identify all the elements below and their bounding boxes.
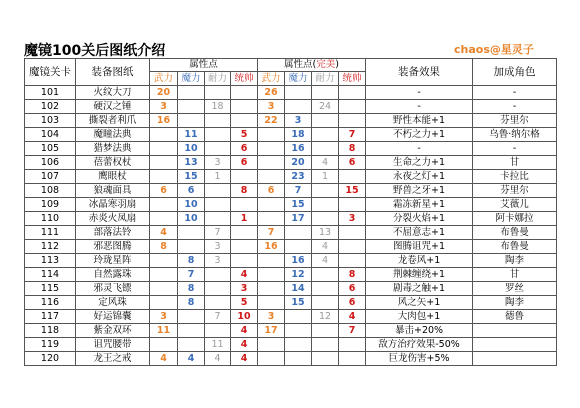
cell-perfect-lea: 15 — [339, 184, 366, 198]
cell-perfect-int: 17 — [285, 212, 312, 226]
cell-lea — [231, 254, 258, 268]
header-perfect-word: 完美 — [316, 59, 336, 70]
cell-perfect-str — [258, 198, 285, 212]
table-row — [25, 282, 557, 296]
cell-str — [150, 156, 178, 170]
cell-int: 13 — [178, 156, 205, 170]
blueprint-table — [24, 58, 557, 366]
cell-level: 104 — [25, 128, 76, 142]
cell-agi: 3 — [205, 254, 231, 268]
cell-perfect-lea — [339, 114, 366, 128]
cell-perfect-lea: 6 — [339, 156, 366, 170]
cell-perfect-str — [258, 338, 285, 352]
cell-int: 11 — [178, 128, 205, 142]
cell-blueprint: 蓓蕾权杖 — [76, 156, 150, 170]
table-row — [25, 156, 557, 170]
cell-effect: - — [366, 142, 473, 156]
cell-perfect-lea: 3 — [339, 212, 366, 226]
cell-perfect-str — [258, 282, 285, 296]
cell-effect: 剧毒之触+1 — [366, 282, 473, 296]
cell-int — [178, 226, 205, 240]
cell-perfect-agi — [312, 352, 339, 366]
cell-blueprint: 玲珑星阵 — [76, 254, 150, 268]
header-effect: 装备效果 — [366, 59, 473, 86]
cell-blueprint: 硬汉之锤 — [76, 100, 150, 114]
cell-effect: 野兽之牙+1 — [366, 184, 473, 198]
header-attributes: 属性点 — [150, 59, 258, 72]
cell-role: 卡拉比 — [473, 170, 557, 184]
cell-perfect-str: 7 — [258, 226, 285, 240]
cell-effect: 敌方治疗效果-50% — [366, 338, 473, 352]
cell-int: 15 — [178, 170, 205, 184]
cell-perfect-str — [258, 352, 285, 366]
cell-blueprint: 定风珠 — [76, 296, 150, 310]
cell-role: 阿卡娜拉 — [473, 212, 557, 226]
cell-level: 109 — [25, 198, 76, 212]
cell-perfect-lea — [339, 338, 366, 352]
cell-str — [150, 254, 178, 268]
cell-perfect-agi — [312, 198, 339, 212]
cell-str: 20 — [150, 86, 178, 100]
cell-agi: 3 — [205, 156, 231, 170]
cell-str — [150, 198, 178, 212]
cell-agi — [205, 128, 231, 142]
cell-perfect-str: 16 — [258, 240, 285, 254]
cell-int: 10 — [178, 198, 205, 212]
cell-blueprint: 火纹大刀 — [76, 86, 150, 100]
cell-perfect-int — [285, 240, 312, 254]
cell-perfect-int — [285, 226, 312, 240]
table-row — [25, 100, 557, 114]
header-attributes-perfect — [258, 59, 366, 72]
cell-str: 3 — [150, 310, 178, 324]
cell-perfect-int: 23 — [285, 170, 312, 184]
cell-int — [178, 114, 205, 128]
cell-perfect-str — [258, 212, 285, 226]
cell-perfect-int: 15 — [285, 198, 312, 212]
header-lea: 统帅 — [231, 72, 258, 86]
cell-effect: 分裂火焰+1 — [366, 212, 473, 226]
cell-str: 4 — [150, 226, 178, 240]
cell-int — [178, 240, 205, 254]
cell-perfect-str: 3 — [258, 310, 285, 324]
cell-lea: 10 — [231, 310, 258, 324]
cell-effect: 霜冻新星+1 — [366, 198, 473, 212]
cell-effect: 图腾诅咒+1 — [366, 240, 473, 254]
cell-perfect-agi — [312, 212, 339, 226]
table-row — [25, 212, 557, 226]
table-row — [25, 170, 557, 184]
cell-effect: 不朽之力+1 — [366, 128, 473, 142]
cell-str — [150, 128, 178, 142]
cell-agi: 4 — [205, 352, 231, 366]
cell-perfect-int — [285, 100, 312, 114]
cell-perfect-lea — [339, 100, 366, 114]
cell-str: 16 — [150, 114, 178, 128]
cell-perfect-lea: 6 — [339, 282, 366, 296]
cell-int: 7 — [178, 268, 205, 282]
cell-agi — [205, 142, 231, 156]
cell-perfect-agi — [312, 282, 339, 296]
cell-perfect-int — [285, 324, 312, 338]
table-row — [25, 142, 557, 156]
cell-perfect-str: 6 — [258, 184, 285, 198]
cell-effect: 生命之力+1 — [366, 156, 473, 170]
cell-perfect-lea — [339, 86, 366, 100]
cell-perfect-agi: 4 — [312, 254, 339, 268]
cell-lea: 5 — [231, 128, 258, 142]
cell-lea: 4 — [231, 268, 258, 282]
cell-lea: 3 — [231, 282, 258, 296]
cell-role — [473, 324, 557, 338]
header-level: 魔镜关卡 — [25, 59, 76, 86]
cell-lea — [231, 226, 258, 240]
header-int: 魔力 — [178, 72, 205, 86]
cell-perfect-int — [285, 352, 312, 366]
cell-agi — [205, 198, 231, 212]
cell-perfect-int — [285, 86, 312, 100]
cell-lea: 6 — [231, 142, 258, 156]
cell-int — [178, 310, 205, 324]
cell-agi — [205, 86, 231, 100]
cell-perfect-int: 3 — [285, 114, 312, 128]
cell-str — [150, 268, 178, 282]
cell-effect: 永夜之灯+1 — [366, 170, 473, 184]
cell-role: - — [473, 100, 557, 114]
cell-lea — [231, 240, 258, 254]
cell-perfect-str: 22 — [258, 114, 285, 128]
cell-int — [178, 338, 205, 352]
cell-level: 112 — [25, 240, 76, 254]
cell-perfect-lea: 7 — [339, 128, 366, 142]
cell-str: 3 — [150, 100, 178, 114]
cell-agi — [205, 282, 231, 296]
header-role: 加成角色 — [473, 59, 557, 86]
cell-role: 艾薇儿 — [473, 198, 557, 212]
cell-blueprint: 好运锦囊 — [76, 310, 150, 324]
cell-level: 105 — [25, 142, 76, 156]
table-row — [25, 324, 557, 338]
cell-str — [150, 170, 178, 184]
table-row — [25, 114, 557, 128]
cell-blueprint: 龙王之戒 — [76, 352, 150, 366]
cell-lea — [231, 114, 258, 128]
cell-int: 8 — [178, 296, 205, 310]
cell-perfect-agi: 4 — [312, 240, 339, 254]
cell-agi — [205, 324, 231, 338]
cell-lea: 4 — [231, 324, 258, 338]
cell-perfect-agi — [312, 268, 339, 282]
header-attributes-perfect-prefix: 属性点( — [284, 59, 317, 70]
cell-agi: 3 — [205, 240, 231, 254]
cell-blueprint: 赤炎火凤扇 — [76, 212, 150, 226]
cell-agi: 7 — [205, 226, 231, 240]
cell-blueprint: 邪灵飞镖 — [76, 282, 150, 296]
cell-perfect-str — [258, 254, 285, 268]
cell-level: 119 — [25, 338, 76, 352]
cell-perfect-lea: 4 — [339, 310, 366, 324]
cell-perfect-agi: 1 — [312, 170, 339, 184]
cell-perfect-lea: 6 — [339, 296, 366, 310]
cell-agi — [205, 114, 231, 128]
cell-str — [150, 142, 178, 156]
cell-perfect-int: 12 — [285, 268, 312, 282]
cell-effect: - — [366, 100, 473, 114]
cell-role: 陶李 — [473, 296, 557, 310]
cell-perfect-agi — [312, 338, 339, 352]
author-credit: chaos@星灵子 — [454, 43, 534, 56]
cell-perfect-agi: 4 — [312, 156, 339, 170]
cell-perfect-int: 16 — [285, 142, 312, 156]
cell-lea: 6 — [231, 156, 258, 170]
cell-perfect-int — [285, 310, 312, 324]
cell-lea — [231, 100, 258, 114]
cell-blueprint: 鹰眼杖 — [76, 170, 150, 184]
cell-role: 德鲁 — [473, 310, 557, 324]
table-row — [25, 198, 557, 212]
cell-int — [178, 86, 205, 100]
cell-perfect-lea: 8 — [339, 268, 366, 282]
cell-level: 113 — [25, 254, 76, 268]
cell-effect: - — [366, 86, 473, 100]
cell-perfect-int: 20 — [285, 156, 312, 170]
cell-perfect-str: 17 — [258, 324, 285, 338]
cell-effect: 风之矢+1 — [366, 296, 473, 310]
cell-agi: 7 — [205, 310, 231, 324]
cell-perfect-str — [258, 156, 285, 170]
header-row-top — [25, 59, 557, 72]
cell-perfect-agi — [312, 86, 339, 100]
page-title: 魔镜100关后图纸介绍 — [24, 43, 166, 59]
cell-role: 芬里尔 — [473, 184, 557, 198]
cell-str: 6 — [150, 184, 178, 198]
cell-level: 117 — [25, 310, 76, 324]
cell-perfect-lea — [339, 198, 366, 212]
cell-int: 6 — [178, 184, 205, 198]
cell-perfect-agi — [312, 114, 339, 128]
cell-blueprint: 猎梦法典 — [76, 142, 150, 156]
cell-level: 115 — [25, 282, 76, 296]
cell-effect: 暴击+20% — [366, 324, 473, 338]
cell-blueprint: 自然露珠 — [76, 268, 150, 282]
cell-perfect-agi: 12 — [312, 310, 339, 324]
cell-effect: 不屈意志+1 — [366, 226, 473, 240]
table-row — [25, 184, 557, 198]
cell-level: 120 — [25, 352, 76, 366]
cell-role — [473, 338, 557, 352]
cell-lea — [231, 86, 258, 100]
header-str: 武力 — [150, 72, 178, 86]
cell-role: - — [473, 142, 557, 156]
cell-agi: 11 — [205, 338, 231, 352]
cell-blueprint: 部落法铃 — [76, 226, 150, 240]
cell-blueprint: 冰晶寒羽扇 — [76, 198, 150, 212]
cell-lea — [231, 198, 258, 212]
table-row — [25, 338, 557, 352]
cell-perfect-agi: 24 — [312, 100, 339, 114]
cell-perfect-agi — [312, 128, 339, 142]
cell-perfect-str — [258, 268, 285, 282]
cell-str — [150, 338, 178, 352]
cell-level: 110 — [25, 212, 76, 226]
table-row — [25, 268, 557, 282]
cell-perfect-int: 15 — [285, 296, 312, 310]
cell-perfect-int: 16 — [285, 254, 312, 268]
header-perfect-agi: 耐力 — [312, 72, 339, 86]
cell-str — [150, 282, 178, 296]
cell-str: 11 — [150, 324, 178, 338]
table-row — [25, 254, 557, 268]
cell-role: 乌鲁·纳尔格 — [473, 128, 557, 142]
cell-perfect-lea — [339, 240, 366, 254]
cell-lea: 8 — [231, 184, 258, 198]
header-perfect-lea: 统帅 — [339, 72, 366, 86]
header-attributes-perfect-suffix: ) — [335, 59, 339, 70]
cell-perfect-agi — [312, 324, 339, 338]
cell-role: 罗丝 — [473, 282, 557, 296]
cell-agi: 18 — [205, 100, 231, 114]
table-row — [25, 86, 557, 100]
header-agi: 耐力 — [205, 72, 231, 86]
cell-blueprint: 撕裂者利爪 — [76, 114, 150, 128]
cell-level: 108 — [25, 184, 76, 198]
cell-effect: 巨龙伤害+5% — [366, 352, 473, 366]
cell-int: 8 — [178, 282, 205, 296]
cell-int — [178, 100, 205, 114]
table-row — [25, 240, 557, 254]
table-row — [25, 296, 557, 310]
cell-perfect-lea — [339, 170, 366, 184]
cell-int: 8 — [178, 254, 205, 268]
cell-str: 8 — [150, 240, 178, 254]
cell-role: 甘 — [473, 156, 557, 170]
cell-perfect-int — [285, 338, 312, 352]
cell-level: 103 — [25, 114, 76, 128]
cell-perfect-lea — [339, 254, 366, 268]
cell-effect: 野性本能+1 — [366, 114, 473, 128]
cell-effect: 龙卷风+1 — [366, 254, 473, 268]
cell-blueprint: 邪恶图腾 — [76, 240, 150, 254]
cell-effect: 荆棘缠绕+1 — [366, 268, 473, 282]
cell-lea: 4 — [231, 352, 258, 366]
cell-perfect-str — [258, 128, 285, 142]
cell-role: - — [473, 86, 557, 100]
cell-int: 10 — [178, 212, 205, 226]
cell-perfect-lea: 8 — [339, 142, 366, 156]
cell-role: 陶李 — [473, 254, 557, 268]
header-perfect-str: 武力 — [258, 72, 285, 86]
cell-role: 甘 — [473, 268, 557, 282]
cell-str: 4 — [150, 352, 178, 366]
cell-agi — [205, 268, 231, 282]
cell-role: 芬里尔 — [473, 114, 557, 128]
cell-level: 107 — [25, 170, 76, 184]
cell-level: 106 — [25, 156, 76, 170]
table-row — [25, 128, 557, 142]
cell-role: 布鲁曼 — [473, 226, 557, 240]
cell-lea: 4 — [231, 338, 258, 352]
cell-perfect-int: 14 — [285, 282, 312, 296]
cell-perfect-str: 3 — [258, 100, 285, 114]
cell-level: 102 — [25, 100, 76, 114]
cell-perfect-str: 26 — [258, 86, 285, 100]
cell-agi — [205, 184, 231, 198]
cell-perfect-agi: 13 — [312, 226, 339, 240]
table-row — [25, 310, 557, 324]
cell-level: 114 — [25, 268, 76, 282]
header-blueprint: 装备图纸 — [76, 59, 150, 86]
cell-agi — [205, 212, 231, 226]
cell-int: 10 — [178, 142, 205, 156]
cell-effect: 大肉包+1 — [366, 310, 473, 324]
cell-perfect-agi — [312, 142, 339, 156]
cell-blueprint: 魔瞳法典 — [76, 128, 150, 142]
cell-perfect-int: 18 — [285, 128, 312, 142]
cell-agi: 1 — [205, 170, 231, 184]
table-row — [25, 226, 557, 240]
cell-perfect-agi — [312, 296, 339, 310]
cell-level: 111 — [25, 226, 76, 240]
cell-role — [473, 352, 557, 366]
cell-level: 118 — [25, 324, 76, 338]
cell-blueprint: 狼魂面具 — [76, 184, 150, 198]
cell-blueprint: 紫金双环 — [76, 324, 150, 338]
cell-blueprint: 诅咒腰带 — [76, 338, 150, 352]
cell-int — [178, 324, 205, 338]
cell-perfect-str — [258, 142, 285, 156]
cell-level: 101 — [25, 86, 76, 100]
cell-str — [150, 296, 178, 310]
cell-perfect-lea — [339, 226, 366, 240]
cell-perfect-str — [258, 296, 285, 310]
cell-level: 116 — [25, 296, 76, 310]
cell-lea — [231, 170, 258, 184]
cell-perfect-lea — [339, 352, 366, 366]
cell-str — [150, 212, 178, 226]
cell-perfect-str — [258, 170, 285, 184]
cell-lea: 1 — [231, 212, 258, 226]
header-perfect-int: 魔力 — [285, 72, 312, 86]
cell-perfect-agi — [312, 184, 339, 198]
table-row — [25, 352, 557, 366]
cell-lea: 5 — [231, 296, 258, 310]
cell-perfect-lea: 7 — [339, 324, 366, 338]
cell-perfect-int: 7 — [285, 184, 312, 198]
cell-role: 布鲁曼 — [473, 240, 557, 254]
cell-int: 4 — [178, 352, 205, 366]
cell-agi — [205, 296, 231, 310]
